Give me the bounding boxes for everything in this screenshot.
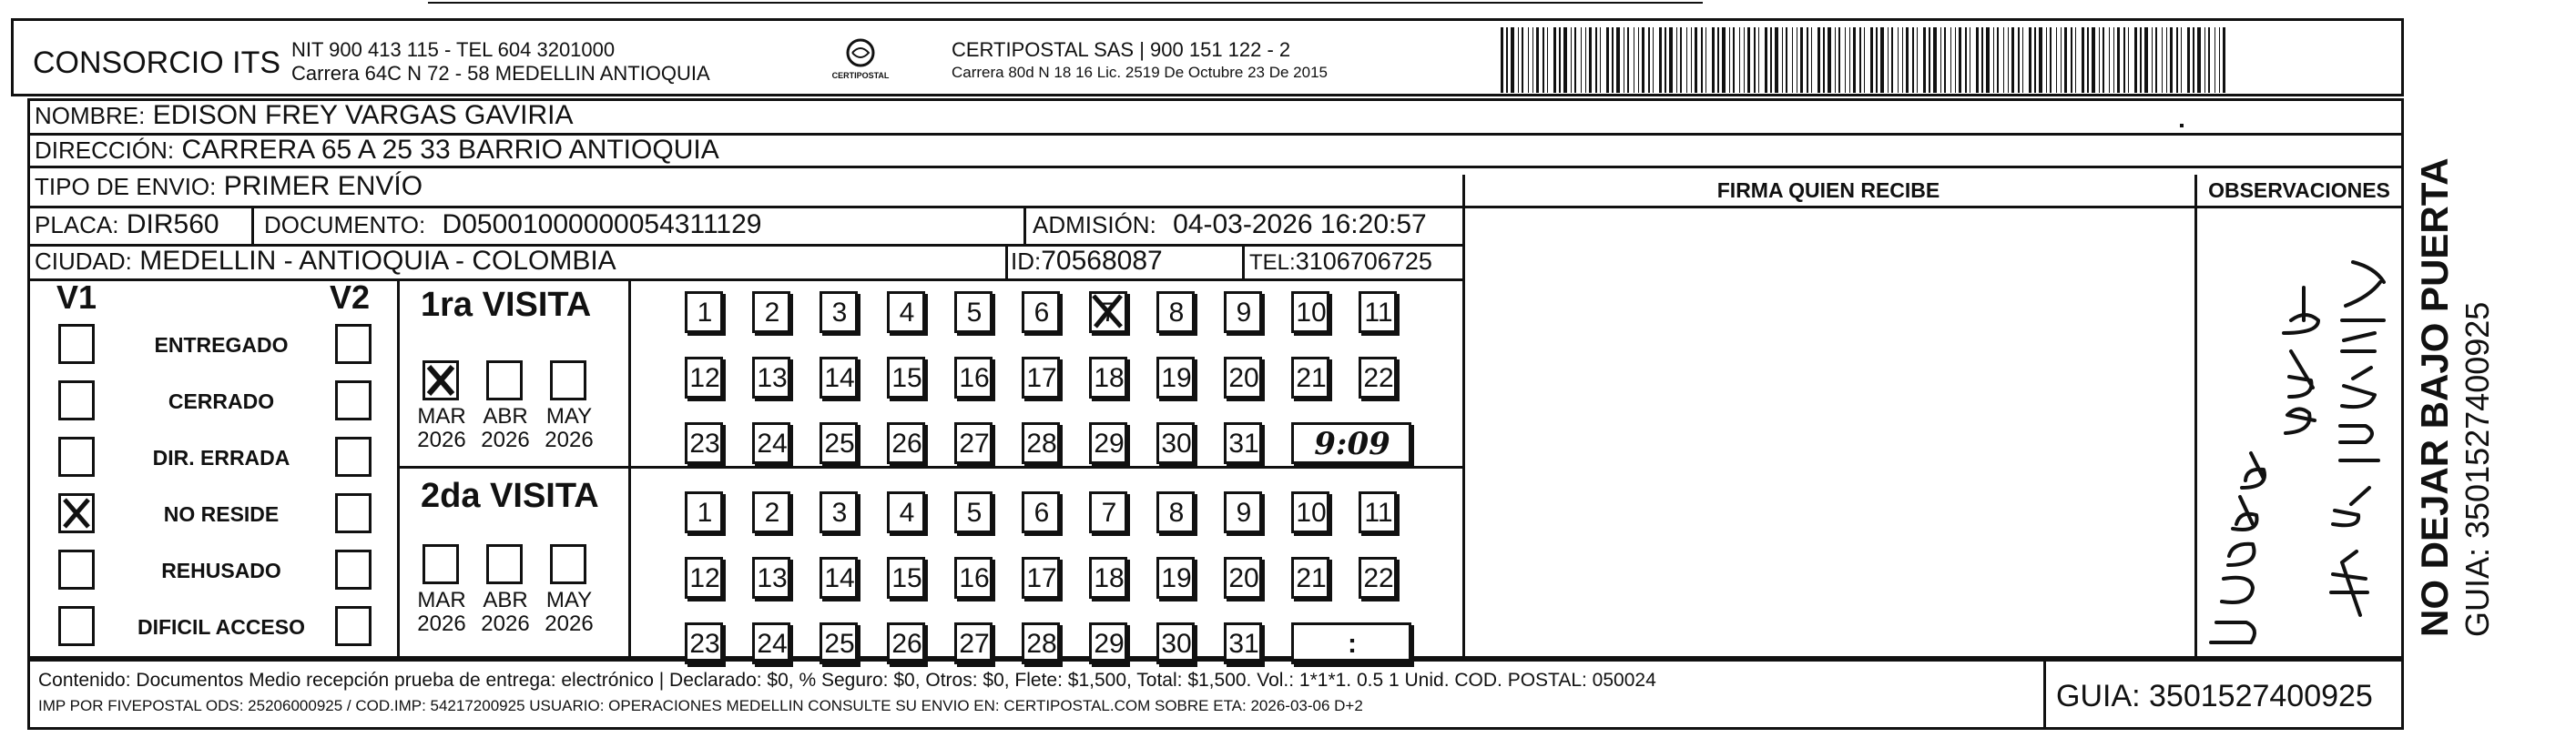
day-number: 1 bbox=[697, 298, 713, 328]
barcode bbox=[1501, 27, 2229, 93]
day-checkbox[interactable] bbox=[1359, 557, 1397, 599]
row-line bbox=[27, 166, 2404, 168]
footer-guia: GUIA: 3501527400925 bbox=[2056, 679, 2373, 713]
month-checkbox[interactable] bbox=[486, 544, 523, 584]
nombre-label: NOMBRE: bbox=[35, 102, 146, 129]
day-checkbox[interactable] bbox=[1089, 557, 1127, 599]
tipo-label: TIPO DE ENVIO: bbox=[35, 173, 217, 200]
visit1-title: 1ra VISITA bbox=[421, 286, 592, 324]
month-label: MAR bbox=[417, 404, 466, 429]
firma-header-line bbox=[1462, 206, 2404, 208]
day-checkbox[interactable] bbox=[1224, 557, 1262, 599]
day-checkbox[interactable] bbox=[954, 291, 993, 333]
col-line bbox=[397, 278, 400, 659]
day-checkbox[interactable] bbox=[1089, 422, 1127, 464]
day-checkbox[interactable] bbox=[1359, 491, 1397, 533]
observaciones-header: OBSERVACIONES bbox=[2208, 178, 2390, 202]
col-line bbox=[1005, 244, 1008, 278]
day-number: 10 bbox=[1296, 498, 1327, 528]
day-checkbox[interactable] bbox=[685, 291, 723, 333]
day-number: 1 bbox=[697, 498, 713, 528]
day-number: 7 bbox=[1101, 498, 1117, 528]
day-number: 18 bbox=[1094, 563, 1125, 593]
day-checkbox[interactable] bbox=[954, 557, 993, 599]
day-checkbox[interactable] bbox=[1291, 557, 1329, 599]
v2-checkbox[interactable] bbox=[335, 493, 372, 533]
day-checkbox[interactable] bbox=[1224, 291, 1262, 333]
day-checkbox[interactable] bbox=[752, 422, 790, 464]
day-number: 30 bbox=[1161, 629, 1192, 659]
day-checkbox[interactable] bbox=[887, 357, 925, 399]
day-number: 30 bbox=[1161, 429, 1192, 459]
col-line bbox=[628, 278, 631, 659]
day-number: 8 bbox=[1168, 298, 1185, 328]
day-number: 3 bbox=[831, 498, 848, 528]
day-checkbox[interactable] bbox=[820, 291, 858, 333]
status-label: ENTREGADO bbox=[154, 333, 289, 357]
v2-checkbox[interactable] bbox=[335, 380, 372, 420]
company-address: Carrera 64C N 72 - 58 MEDELLIN ANTIOQUIA bbox=[291, 62, 710, 85]
day-number: 31 bbox=[1228, 629, 1259, 659]
day-checkbox[interactable] bbox=[1291, 357, 1329, 399]
day-checkbox[interactable] bbox=[887, 491, 925, 533]
day-checkbox[interactable] bbox=[1156, 491, 1195, 533]
day-checkbox[interactable] bbox=[1022, 357, 1060, 399]
day-checkbox[interactable] bbox=[1156, 422, 1195, 464]
day-checkbox[interactable] bbox=[685, 491, 723, 533]
time-value: 9:09 bbox=[1314, 426, 1390, 462]
time-input[interactable] bbox=[1291, 422, 1411, 464]
month-label: ABR bbox=[483, 404, 528, 429]
day-number: 12 bbox=[689, 363, 720, 393]
day-checkbox[interactable] bbox=[752, 491, 790, 533]
month-checkbox[interactable] bbox=[423, 544, 459, 584]
day-number: 23 bbox=[689, 629, 720, 659]
day-checkbox[interactable] bbox=[1359, 291, 1397, 333]
direccion-label: DIRECCIÓN: bbox=[35, 136, 175, 164]
row-line bbox=[27, 278, 1462, 281]
tel-value: 3106706725 bbox=[1295, 248, 1432, 275]
documento-value: D05001000000054311129 bbox=[442, 209, 762, 239]
v2-checkbox[interactable] bbox=[335, 437, 372, 477]
v1-checkbox[interactable] bbox=[58, 606, 95, 646]
v2-checkbox[interactable] bbox=[335, 606, 372, 646]
day-number: 26 bbox=[891, 429, 922, 459]
day-checkbox[interactable] bbox=[1224, 422, 1262, 464]
day-number: 2 bbox=[764, 298, 780, 328]
day-number: 17 bbox=[1026, 363, 1057, 393]
year-label: 2026 bbox=[481, 612, 530, 636]
year-label: 2026 bbox=[417, 428, 466, 452]
day-checkbox[interactable] bbox=[1089, 491, 1127, 533]
ciudad-value: MEDELLIN - ANTIOQUIA - COLOMBIA bbox=[139, 246, 616, 276]
day-number: 25 bbox=[824, 429, 855, 459]
year-label: 2026 bbox=[417, 612, 466, 636]
day-checkbox[interactable] bbox=[752, 357, 790, 399]
placa-label: PLACA: bbox=[35, 211, 119, 238]
side-guia-text: GUIA: 3501527400925 bbox=[2459, 301, 2496, 637]
day-number: 14 bbox=[824, 563, 855, 593]
day-checkbox[interactable] bbox=[685, 357, 723, 399]
month-label: MAY bbox=[545, 404, 593, 429]
day-number: 6 bbox=[1033, 498, 1050, 528]
company-name: CONSORCIO ITS bbox=[33, 45, 281, 80]
day-number: 16 bbox=[959, 563, 990, 593]
side-guia bbox=[2459, 127, 2495, 637]
col-line bbox=[1242, 244, 1245, 278]
day-checkbox[interactable] bbox=[685, 422, 723, 464]
footer-divider bbox=[2043, 661, 2046, 730]
day-number: 25 bbox=[824, 629, 855, 659]
day-number: 11 bbox=[1364, 298, 1393, 328]
day-number: 15 bbox=[891, 363, 922, 393]
month-checkbox[interactable] bbox=[550, 360, 586, 400]
day-number: 22 bbox=[1363, 363, 1394, 393]
day-checkbox[interactable] bbox=[1022, 291, 1060, 333]
admision-label: ADMISIÓN: bbox=[1033, 211, 1156, 238]
day-checkbox[interactable] bbox=[1291, 291, 1329, 333]
day-number: 15 bbox=[891, 563, 922, 593]
day-number: 21 bbox=[1296, 563, 1327, 593]
day-checkbox[interactable] bbox=[887, 422, 925, 464]
day-number: 20 bbox=[1228, 363, 1259, 393]
id-cell bbox=[1011, 246, 1163, 277]
side-notice bbox=[2413, 127, 2459, 637]
day-number: 3 bbox=[831, 298, 848, 328]
v1-checkbox[interactable] bbox=[58, 437, 95, 477]
day-checkbox[interactable] bbox=[1291, 491, 1329, 533]
day-number: 4 bbox=[899, 298, 915, 328]
tipo-row bbox=[35, 171, 423, 202]
year-label: 2026 bbox=[481, 428, 530, 452]
day-number: 28 bbox=[1026, 429, 1057, 459]
ciudad-row bbox=[35, 246, 616, 277]
year-label: 2026 bbox=[545, 612, 594, 636]
day-number: 14 bbox=[824, 363, 855, 393]
check-x-icon bbox=[425, 363, 456, 398]
carrier-line2: Carrera 80d N 18 16 Lic. 2519 De Octubre 23 De 2015 bbox=[952, 64, 1328, 81]
footer-imp: IMP POR FIVEPOSTAL ODS: 25206000925 / COD.IMP: 54217200925 USUARIO: OPERACIONES MEDELLIN CONSULTE SU ENVIO EN: CERTIPOSTAL.COM SOBRE ETA: 2026-03-06 D+2 bbox=[38, 697, 1363, 714]
v1-checkbox[interactable] bbox=[58, 324, 95, 364]
tipo-value: PRIMER ENVÍO bbox=[223, 171, 423, 201]
logo-text: CERTIPOSTAL bbox=[831, 71, 890, 80]
day-checkbox[interactable] bbox=[1022, 557, 1060, 599]
placa-value: DIR560 bbox=[126, 209, 219, 239]
month-label: MAY bbox=[545, 588, 593, 612]
day-checkbox[interactable] bbox=[954, 422, 993, 464]
month-checkbox[interactable] bbox=[550, 544, 586, 584]
day-checkbox[interactable] bbox=[1156, 557, 1195, 599]
carrier-line1: CERTIPOSTAL SAS | 900 151 122 - 2 bbox=[952, 38, 1291, 61]
day-number: 31 bbox=[1228, 429, 1259, 459]
tel-label: TEL: bbox=[1249, 250, 1296, 275]
day-checkbox[interactable] bbox=[820, 557, 858, 599]
day-number: 23 bbox=[689, 429, 720, 459]
day-number: 13 bbox=[757, 363, 788, 393]
day-number: 24 bbox=[757, 629, 788, 659]
day-number: 27 bbox=[959, 429, 990, 459]
nombre-row bbox=[35, 100, 573, 131]
day-number: 10 bbox=[1296, 298, 1327, 328]
documento-cell bbox=[264, 209, 761, 240]
dot-mark bbox=[2180, 124, 2184, 127]
day-checkbox[interactable] bbox=[1359, 357, 1397, 399]
status-label: CERRADO bbox=[168, 389, 275, 413]
visit2-title: 2da VISITA bbox=[421, 477, 599, 515]
status-label: REHUSADO bbox=[161, 559, 281, 582]
day-number: 11 bbox=[1364, 498, 1393, 528]
nombre-value: EDISON FREY VARGAS GAVIRIA bbox=[152, 100, 574, 130]
day-number: 24 bbox=[757, 429, 788, 459]
day-checkbox[interactable] bbox=[685, 557, 723, 599]
day-number: 12 bbox=[689, 563, 720, 593]
day-number: 26 bbox=[891, 629, 922, 659]
day-number: 7 bbox=[1101, 298, 1117, 328]
day-number: 27 bbox=[959, 629, 990, 659]
day-checkbox[interactable] bbox=[1156, 291, 1195, 333]
day-checkbox[interactable] bbox=[752, 557, 790, 599]
day-checkbox[interactable] bbox=[820, 422, 858, 464]
day-number: 20 bbox=[1228, 563, 1259, 593]
day-checkbox[interactable] bbox=[752, 291, 790, 333]
day-checkbox[interactable] bbox=[1224, 357, 1262, 399]
certipostal-logo bbox=[829, 36, 892, 91]
no-dejar-text: NO DEJAR BAJO PUERTA bbox=[2413, 157, 2456, 637]
admision-value: 04-03-2026 16:20:57 bbox=[1173, 209, 1427, 239]
v2-checkbox[interactable] bbox=[335, 550, 372, 590]
day-number: 2 bbox=[764, 498, 780, 528]
day-number: 13 bbox=[757, 563, 788, 593]
day-number: 19 bbox=[1161, 563, 1192, 593]
v1-checkbox[interactable] bbox=[58, 493, 95, 533]
direccion-row bbox=[35, 135, 719, 166]
day-checkbox[interactable] bbox=[1022, 422, 1060, 464]
day-checkbox[interactable] bbox=[954, 491, 993, 533]
day-number: 19 bbox=[1161, 363, 1192, 393]
day-number: 9 bbox=[1236, 498, 1252, 528]
day-checkbox[interactable] bbox=[820, 491, 858, 533]
time-value: : bbox=[1348, 629, 1357, 659]
day-number: 21 bbox=[1296, 363, 1327, 393]
status-label: DIR. ERRADA bbox=[152, 446, 290, 470]
day-checkbox[interactable] bbox=[1089, 291, 1127, 333]
day-number: 8 bbox=[1168, 498, 1185, 528]
admision-cell bbox=[1033, 209, 1427, 240]
day-checkbox[interactable] bbox=[820, 357, 858, 399]
footer-contenido: Contenido: Documentos Medio recepción prueba de entrega: electrónico | Declarado: $0, % Seguro: $0, Otros: $0, Flete: $1,500, Total: $1,500. Vol.: 1*1*1. 0.5 1 Unid. COD. POSTAL: 050024 bbox=[38, 670, 1656, 691]
month-label: MAR bbox=[417, 588, 466, 612]
company-nit: NIT 900 413 115 - TEL 604 3201000 bbox=[291, 38, 616, 61]
v2-label: V2 bbox=[330, 278, 371, 316]
tel-cell bbox=[1249, 248, 1432, 276]
col-line bbox=[251, 207, 254, 244]
col-line bbox=[1023, 207, 1026, 244]
day-number: 29 bbox=[1094, 429, 1125, 459]
day-checkbox[interactable] bbox=[887, 291, 925, 333]
day-number: 17 bbox=[1026, 563, 1057, 593]
check-x-icon bbox=[61, 496, 92, 531]
day-checkbox[interactable] bbox=[887, 557, 925, 599]
day-checkbox[interactable] bbox=[1156, 357, 1195, 399]
day-checkbox[interactable] bbox=[1022, 491, 1060, 533]
documento-label: DOCUMENTO: bbox=[264, 211, 426, 238]
day-number: 4 bbox=[899, 498, 915, 528]
placa-row bbox=[35, 209, 219, 240]
col-line bbox=[1462, 175, 1465, 659]
firma-header: FIRMA QUIEN RECIBE bbox=[1716, 178, 1940, 202]
day-number: 5 bbox=[966, 298, 983, 328]
year-label: 2026 bbox=[545, 428, 594, 452]
day-checkbox[interactable] bbox=[1089, 357, 1127, 399]
top-edge-mark bbox=[428, 2, 1703, 4]
ciudad-label: CIUDAD: bbox=[35, 248, 132, 275]
day-checkbox[interactable] bbox=[1224, 491, 1262, 533]
day-checkbox[interactable] bbox=[954, 357, 993, 399]
month-checkbox[interactable] bbox=[423, 360, 459, 400]
v1-checkbox[interactable] bbox=[58, 380, 95, 420]
day-number: 22 bbox=[1363, 563, 1394, 593]
month-checkbox[interactable] bbox=[486, 360, 523, 400]
v1-checkbox[interactable] bbox=[58, 550, 95, 590]
day-number: 5 bbox=[966, 498, 983, 528]
month-label: ABR bbox=[483, 588, 528, 612]
status-label: NO RESIDE bbox=[163, 502, 280, 526]
day-number: 6 bbox=[1033, 298, 1050, 328]
direccion-value: CARRERA 65 A 25 33 BARRIO ANTIOQUIA bbox=[181, 135, 719, 165]
observation-handwriting bbox=[2196, 215, 2402, 657]
day-number: 9 bbox=[1236, 298, 1252, 328]
status-label: DIFICIL ACCESO bbox=[137, 615, 305, 639]
day-number: 29 bbox=[1094, 629, 1125, 659]
v1-label: V1 bbox=[56, 278, 97, 316]
v2-checkbox[interactable] bbox=[335, 324, 372, 364]
id-value: 70568087 bbox=[1041, 246, 1163, 276]
day-number: 16 bbox=[959, 363, 990, 393]
day-number: 18 bbox=[1094, 363, 1125, 393]
check-x-icon bbox=[1090, 292, 1126, 332]
id-label: ID: bbox=[1011, 248, 1042, 275]
day-number: 28 bbox=[1026, 629, 1057, 659]
